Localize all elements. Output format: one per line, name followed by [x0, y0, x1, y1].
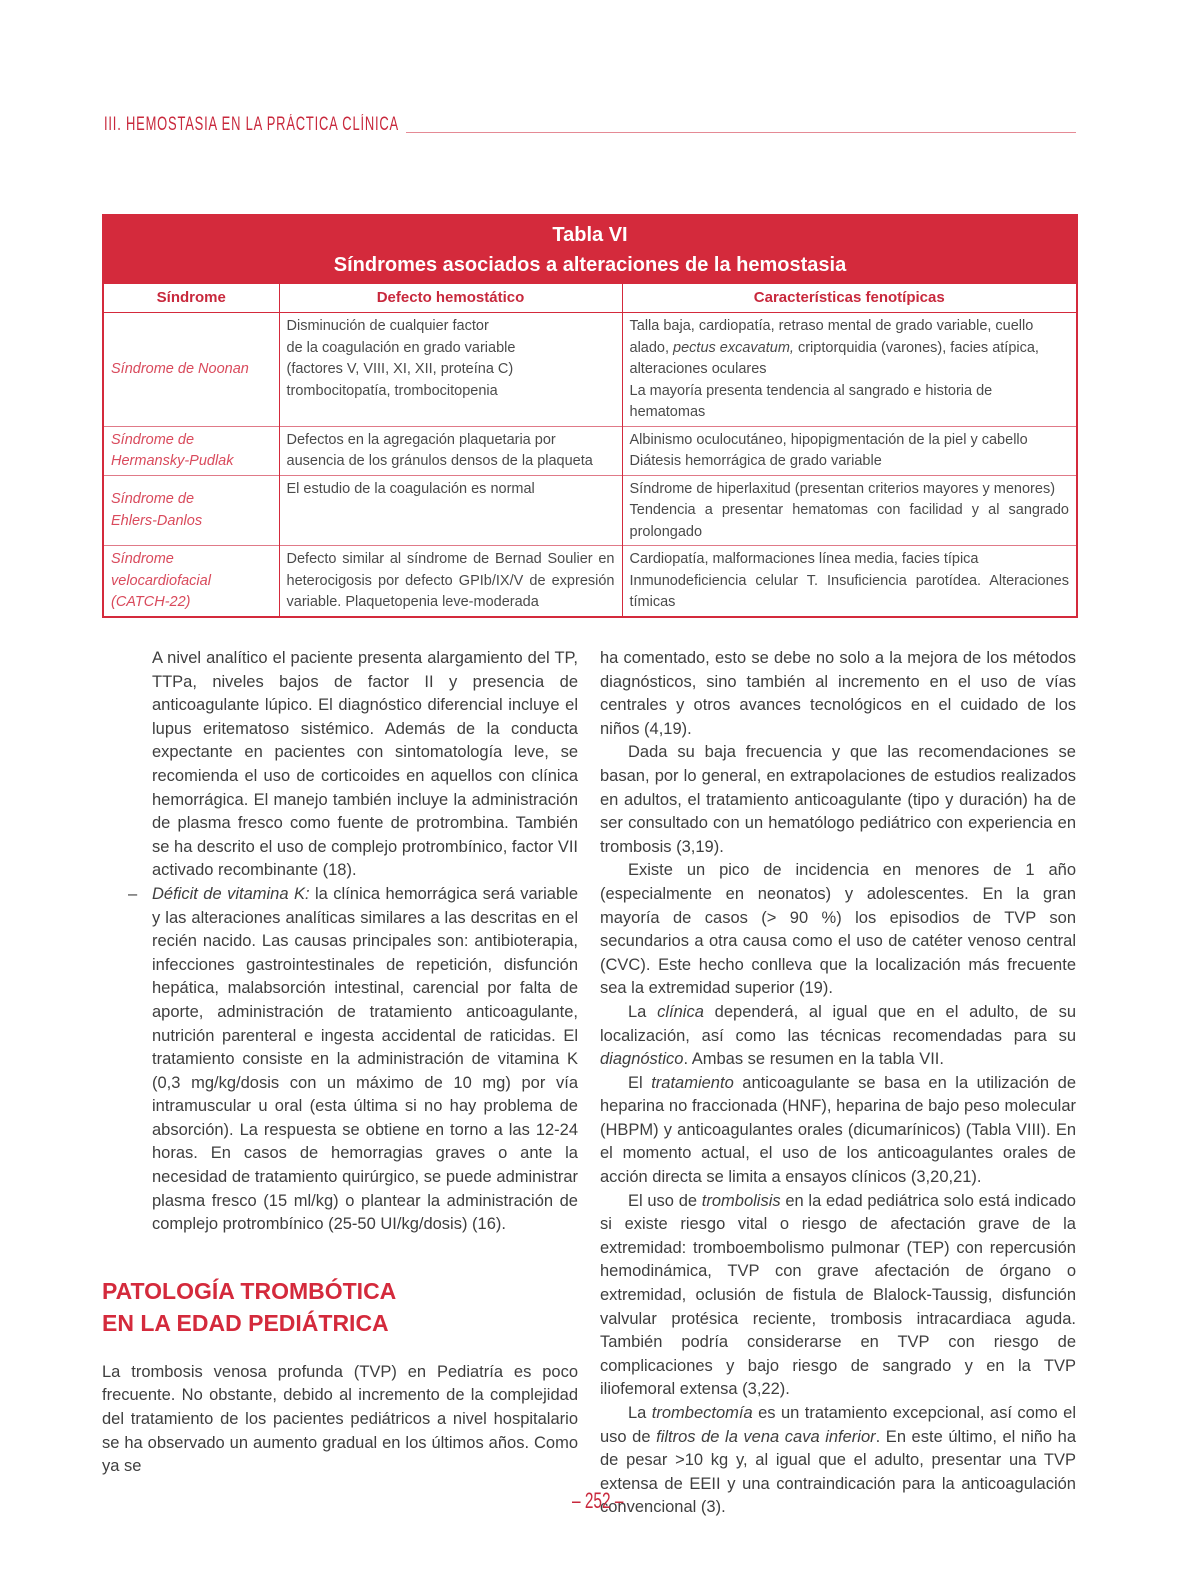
- defect-line: Disminución de cualquier factor: [286, 318, 489, 334]
- table-title: Tabla VI: [552, 224, 628, 246]
- table-row: [104, 475, 1076, 546]
- features-line: Diátesis hemorrágica de grado variable: [629, 453, 882, 469]
- list-item-vitamin-k: [102, 883, 578, 1237]
- syndrome-line: (CATCH-22): [111, 594, 191, 610]
- paragraph: La trombosis venosa profunda (TVP) en Pediatría es poco frecuente. No obstante, debido al incremento de la complejidad del tratamiento de los pacientes pediátricos a nivel hospitalario se ha observado un aumento gradual en los últimos años. Como ya se: [102, 1362, 578, 1476]
- dash-bullet: –: [128, 884, 138, 903]
- features-cell: [622, 313, 1076, 427]
- text: anticoagulante se basa en la utilización de heparina no fraccionada (HNF), heparina de bajo peso molecular (HBPM) y anticoagulantes orales (dicumarínicos) (Tabla VIII). En el momento actual, el uso de los anticoagulantes orales de acción directa se limita a ensayos clínicos (3,20,21).: [600, 1073, 1076, 1187]
- section-heading: [102, 1275, 578, 1339]
- running-head-rule: [406, 132, 1076, 133]
- table-row: [104, 546, 1076, 616]
- paragraph: A nivel analítico el paciente presenta alargamiento del TP, TTPa, niveles bajos de factor II y presencia de anticoagulante lúpico. El diagnóstico diferencial incluye el lupus eritematoso sistémico. Además de la conducta expectante en pacientes con sintomatología leve, se recomienda el uso de corticoides en aquellos con clínica hemorrágica. El manejo también incluye la administración de plasma fresco como fuente de protrombina. También se ha descrito el uso de complejo protrombínico, factor VII activado recombinante (18).: [152, 649, 578, 880]
- syndromes-table: [104, 284, 1076, 616]
- paragraph: ha comentado, esto se debe no solo a la mejora de los métodos diagnósticos, sino también al incremento en el uso de vías centrales y otros avances tecnológicos en el cuidado de los niños (4,19).: [600, 649, 1076, 738]
- features-cell: [622, 426, 1076, 475]
- left-column: [102, 647, 578, 1479]
- emphasis: diagnóstico: [600, 1050, 684, 1069]
- features-line: Albinismo oculocutáneo, hipopigmentación de la piel y cabello: [629, 431, 1028, 448]
- list-item-text: la clínica hemorrágica será variable y las alteraciones analíticas similares a las descritas en el recién nacido. Las causas principales son: antibioterapia, infecciones gastrointestinales de repetición, disfunción hepática, malabsorción intestinal, carencial por falta de aporte, administración de tratamiento anticoagulante, nutrición parenteral e ingesta accidental de raticidas. El tratamiento consiste en la administración de vitamina K (0,3 mg/kg/dosis con un máximo de 10 mg) por vía intramuscular u oral (esta última si no hay problema de absorción). La respuesta se obtiene en torno a las 12-24 horas. En casos de hemorragias graves o ante la necesidad de tratamiento quirúrgico, se puede administrar plasma fresco (15 ml/kg) o plantear la administración de complejo protrombínico (25-50 UI/kg/dosis) (16).: [152, 884, 578, 1234]
- text: . En este último, el niño ha de pesar >10 kg y, al igual que el adulto, presentar una TVP extensa de EEII y una contraindicación para la anticoagulación convencional (3).: [600, 1427, 1077, 1517]
- section-heading-line: EN LA EDAD PEDIÁTRICA: [102, 1309, 389, 1336]
- paragraph: [600, 1001, 1076, 1072]
- table-vi: [102, 214, 1078, 618]
- table-header-band: [104, 216, 1076, 284]
- features-italic: pectus excavatum,: [673, 339, 794, 356]
- running-head: [104, 112, 1076, 136]
- emphasis: tratamiento: [651, 1073, 734, 1092]
- syndrome-cell: [104, 546, 279, 616]
- table-row: [104, 426, 1076, 475]
- features-line: Tendencia a presentar hematomas con facilidad y al sangrado prolongado: [629, 502, 1069, 540]
- text: . Ambas se resumen en la tabla VII.: [683, 1050, 944, 1069]
- page-number: [0, 1488, 1196, 1514]
- defect-line: de la coagulación en grado variable: [286, 339, 516, 356]
- text: La: [628, 1404, 652, 1422]
- defect-cell: [279, 313, 622, 427]
- text: La: [628, 1002, 658, 1021]
- defect-cell: Defecto similar al síndrome de Bernad Soulier en heterocigosis por defecto GPIb/IX/V de expresión variable. Plaquetopenia leve-moderada: [279, 546, 622, 616]
- syndrome-cell: Síndrome de Noonan: [111, 361, 249, 377]
- defect-line: (factores V, VIII, XI, XII, proteína C): [286, 361, 514, 377]
- page-number-text: – 252 –: [572, 1488, 624, 1513]
- paragraph: [600, 1190, 1076, 1402]
- paragraph: [600, 1072, 1076, 1190]
- features-text: criptorquidia (varones), facies atípica, alteraciones oculares: [629, 339, 1039, 377]
- defect-line: trombocitopatía, trombocitopenia: [286, 382, 498, 399]
- features-line: Síndrome de hiperlaxitud (presentan criterios mayores y menores): [629, 480, 1056, 497]
- column-header-features: Características fenotípicas: [622, 284, 1076, 313]
- syndrome-line: Síndrome de: [111, 431, 195, 448]
- emphasis: trombectomía: [651, 1404, 753, 1422]
- syndrome-line: Síndrome de: [111, 491, 195, 508]
- text: es un tratamiento excepcional, así como el uso de: [600, 1404, 1076, 1446]
- defect-cell: El estudio de la coagulación es normal: [279, 475, 622, 546]
- features-text: Talla baja, cardiopatía, retraso mental de grado variable, cuello alado,: [629, 318, 1034, 356]
- running-head-title: III. HEMOSTASIA EN LA PRÁCTICA CLÍNICA: [104, 114, 399, 135]
- emphasis: clínica: [657, 1002, 704, 1021]
- table-row: [104, 313, 1076, 427]
- features-line: Cardiopatía, malformaciones línea media, facies típica: [629, 551, 979, 567]
- syndrome-line: Síndrome: [111, 551, 174, 567]
- text: en la edad pediátrica solo está indicado si existe riesgo vital o riesgo de afectación grave de la extremidad: tromboembolismo pulmonar (TEP) con repercusión hemodinámica, TVP con grave afectación de órgano o extremidad, oclusión de fistula de Blalock-Taussig, disfunción valvular protésica reciente, trombosis intracardiaca aguda. También podría considerarse en TVP con riesgo de complicaciones y bajo riesgo de sangrado y en la TVP iliofemoral extensa (3,22).: [600, 1191, 1076, 1399]
- table-subtitle: Síndromes asociados a alteraciones de la hemostasia: [333, 254, 847, 276]
- features-line: La mayoría presenta tendencia al sangrado e historia de hematomas: [629, 382, 993, 420]
- right-column: [600, 647, 1076, 1520]
- syndrome-line: Ehlers-Danlos: [111, 512, 203, 529]
- list-item-term: Déficit de vitamina K:: [152, 884, 310, 903]
- features-cell: [622, 546, 1076, 616]
- text: El uso de: [628, 1191, 702, 1210]
- text: dependerá, al igual que en el adulto, de su localización, así como las técnicas recomendadas para su: [600, 1002, 1077, 1045]
- column-header-syndrome: Síndrome: [104, 284, 279, 313]
- paragraph: Dada su baja frecuencia y que las recomendaciones se basan, por lo general, en extrapolaciones de estudios realizados en adultos, el tratamiento anticoagulante (tipo y duración) ha de ser consultado con un hematólogo pediátrico con experiencia en trombosis (3,19).: [600, 743, 1076, 856]
- emphasis: trombolisis: [701, 1191, 781, 1210]
- column-header-defect: Defecto hemostático: [279, 284, 622, 313]
- syndrome-line: velocardiofacial: [111, 572, 211, 589]
- text: El: [628, 1073, 652, 1092]
- features-line: Inmunodeficiencia celular T. Insuficiencia parotídea. Alteraciones tímicas: [629, 572, 1069, 610]
- paragraph: Existe un pico de incidencia en menores de 1 año (especialmente en neonatos) y adolescentes. En la gran mayoría de casos (> 90 %) los episodios de TVP son secundarios a otra causa como el uso de catéter venoso central (CVC). Este hecho conlleva que la localización más frecuente sea la extremidad superior (19).: [600, 861, 1076, 998]
- features-cell: [622, 475, 1076, 546]
- syndrome-cell: [104, 475, 279, 546]
- syndrome-cell: [104, 426, 279, 475]
- defect-cell: Defectos en la agregación plaquetaria por ausencia de los gránulos densos de la plaqueta: [279, 426, 622, 475]
- emphasis: filtros de la vena cava inferior: [656, 1427, 876, 1446]
- section-heading-line: PATOLOGÍA TROMBÓTICA: [102, 1277, 397, 1304]
- syndrome-line: Hermansky-Pudlak: [111, 453, 234, 469]
